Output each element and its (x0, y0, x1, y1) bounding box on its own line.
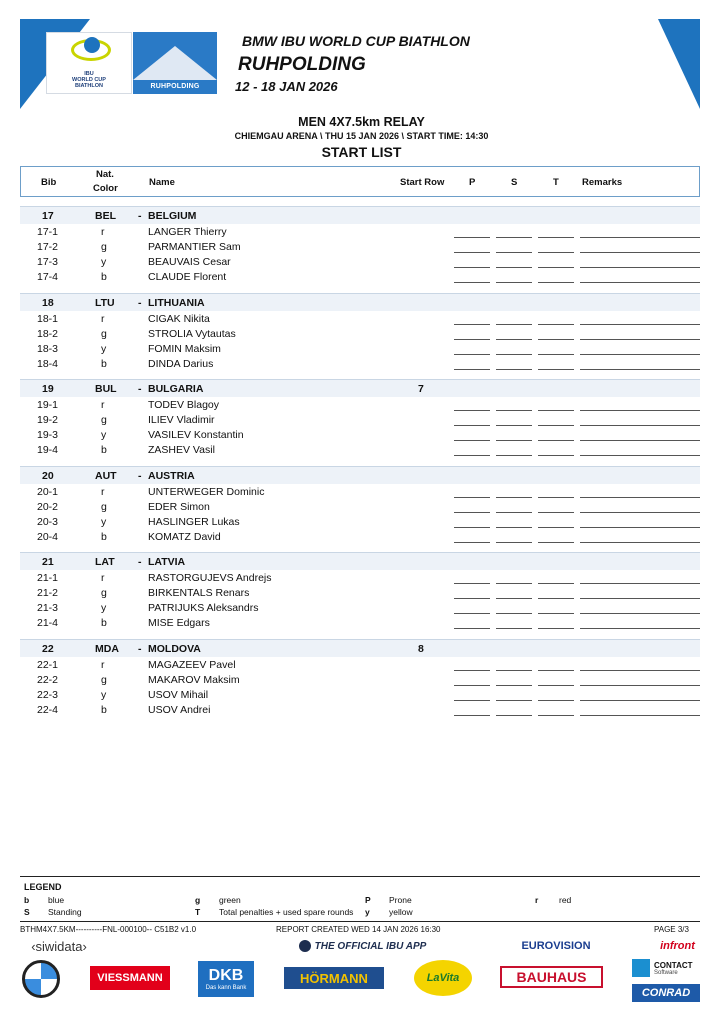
list-label: START LIST (321, 144, 402, 160)
athlete-bib: 22-2 (37, 674, 59, 686)
remarks-blank (580, 455, 700, 456)
standing-blank (496, 628, 532, 629)
athlete-name: LANGER Thierry (148, 226, 227, 238)
ibu-app-icon (299, 940, 311, 952)
remarks-blank (580, 324, 700, 325)
remarks-blank (580, 410, 700, 411)
athlete-name: PARMANTIER Sam (148, 241, 241, 253)
athlete-bib: 21-3 (37, 602, 59, 614)
team-dash: - (138, 383, 142, 395)
team-row (20, 379, 700, 397)
prone-blank (454, 369, 490, 370)
prone-blank (454, 715, 490, 716)
athlete-color: y (101, 689, 107, 701)
legend-item-s: S (24, 907, 30, 917)
athlete-row (20, 413, 700, 428)
athlete-color: b (101, 531, 107, 543)
athlete-row (20, 616, 700, 631)
athlete-color: y (101, 602, 107, 614)
prone-blank (454, 237, 490, 238)
athlete-row (20, 270, 700, 285)
prone-blank (454, 440, 490, 441)
legend-item-r: r (535, 895, 539, 905)
athlete-color: y (101, 343, 107, 355)
total-blank (538, 324, 574, 325)
total-blank (538, 237, 574, 238)
athlete-name: BEAUVAIS Cesar (148, 256, 231, 268)
team-start-row: 7 (418, 383, 424, 395)
remarks-blank (580, 339, 700, 340)
logo-text-3: BIATHLON (74, 83, 103, 89)
team-bib: 19 (42, 383, 54, 395)
col-remarks: Remarks (582, 177, 623, 188)
col-bib: Bib (41, 177, 57, 188)
athlete-bib: 21-2 (37, 587, 59, 599)
remarks-blank (580, 613, 700, 614)
athlete-bib: 17-4 (37, 271, 59, 283)
total-blank (538, 613, 574, 614)
col-start-row: Start Row (400, 177, 445, 188)
athlete-bib: 20-2 (37, 501, 59, 513)
remarks-blank (580, 252, 700, 253)
total-blank (538, 715, 574, 716)
report-code: BTHM4X7.5KM----------FNL-000100-- C51B2 v1.0 (20, 925, 197, 934)
team-nat: MDA (95, 643, 119, 655)
athlete-name: UNTERWEGER Dominic (148, 486, 265, 498)
athlete-name: MISE Edgars (148, 617, 210, 629)
report-created: REPORT CREATED WED 14 JAN 2026 16:30 (276, 925, 441, 934)
athlete-name: DINDA Darius (148, 358, 214, 370)
team-row (20, 206, 700, 224)
team-name: LATVIA (148, 556, 186, 568)
venue-title: RUHPOLDING (238, 54, 366, 75)
athlete-row (20, 357, 700, 372)
standing-blank (496, 425, 532, 426)
legend-item-p: P (365, 895, 371, 905)
contact-text: CONTACT (654, 960, 693, 970)
team-bib: 20 (42, 470, 54, 482)
athlete-name: STROLIA Vytautas (148, 328, 236, 340)
remarks-blank (580, 628, 700, 629)
athlete-row (20, 658, 700, 673)
remarks-blank (580, 715, 700, 716)
standing-blank (496, 339, 532, 340)
prone-blank (454, 410, 490, 411)
remarks-blank (580, 700, 700, 701)
athlete-bib: 20-3 (37, 516, 59, 528)
standing-blank (496, 715, 532, 716)
team-nat: LTU (95, 297, 115, 309)
legend-label-t: Total penalties + used spare rounds (219, 907, 354, 917)
athlete-row (20, 485, 700, 500)
remarks-blank (580, 237, 700, 238)
legend-item-g: g (195, 895, 201, 905)
athlete-bib: 18-2 (37, 328, 59, 340)
athlete-bib: 17-2 (37, 241, 59, 253)
athlete-bib: 19-2 (37, 414, 59, 426)
dkb-text: DKB (208, 967, 244, 984)
athlete-color: b (101, 271, 107, 283)
total-blank (538, 282, 574, 283)
logo-text-2: WORLD CUP (72, 77, 106, 83)
legend-item-y: y (365, 907, 370, 917)
athlete-color: b (101, 358, 107, 370)
athlete-color: y (101, 256, 107, 268)
skier-icon (84, 37, 100, 53)
remarks-blank (580, 497, 700, 498)
prone-blank (454, 354, 490, 355)
standing-blank (496, 583, 532, 584)
total-blank (538, 583, 574, 584)
team-nat: LAT (95, 556, 115, 568)
team-nat: BUL (95, 383, 117, 395)
viessmann-logo: VIESSMANN (90, 966, 170, 990)
athlete-row (20, 515, 700, 530)
team-name: LITHUANIA (148, 297, 205, 309)
athlete-color: y (101, 516, 107, 528)
remarks-blank (580, 369, 700, 370)
athlete-bib: 18-3 (37, 343, 59, 355)
standing-blank (496, 324, 532, 325)
total-blank (538, 598, 574, 599)
col-total: T (553, 177, 559, 188)
remarks-blank (580, 542, 700, 543)
athlete-bib: 19-3 (37, 429, 59, 441)
total-blank (538, 425, 574, 426)
event-subtitle: CHIEMGAU ARENA \ THU 15 JAN 2026 \ START TIME: 14:30 (234, 131, 489, 141)
athlete-bib: 22-3 (37, 689, 59, 701)
standing-blank (496, 613, 532, 614)
athlete-color: g (101, 587, 107, 599)
prone-blank (454, 583, 490, 584)
legend-label-s: Standing (48, 907, 82, 917)
standing-blank (496, 512, 532, 513)
contact-software-logo (632, 957, 700, 979)
team-row (20, 466, 700, 484)
col-prone: P (469, 177, 476, 188)
team-bib: 21 (42, 556, 54, 568)
athlete-name: KOMATZ David (148, 531, 221, 543)
venue-logo-text: RUHPOLDING (150, 83, 200, 90)
athlete-bib: 19-1 (37, 399, 59, 411)
athlete-name: USOV Mihail (148, 689, 209, 701)
standing-blank (496, 700, 532, 701)
athlete-row (20, 312, 700, 327)
athlete-row (20, 240, 700, 255)
prone-blank (454, 455, 490, 456)
athlete-row (20, 586, 700, 601)
total-blank (538, 512, 574, 513)
standing-blank (496, 410, 532, 411)
athlete-row (20, 443, 700, 458)
mountain-icon (133, 46, 217, 80)
athlete-row (20, 225, 700, 240)
athlete-color: g (101, 674, 107, 686)
total-blank (538, 339, 574, 340)
athlete-name: MAGAZEEV Pavel (148, 659, 236, 671)
total-blank (538, 527, 574, 528)
competition-title: BMW IBU WORLD CUP BIATHLON (242, 33, 470, 49)
total-blank (538, 455, 574, 456)
standing-blank (496, 497, 532, 498)
athlete-color: b (101, 617, 107, 629)
athlete-color: g (101, 501, 107, 513)
bauhaus-logo: BAUHAUS (500, 966, 603, 988)
athlete-row (20, 500, 700, 515)
team-name: MOLDOVA (148, 643, 201, 655)
athlete-bib: 18-4 (37, 358, 59, 370)
remarks-blank (580, 282, 700, 283)
legend-label-p: Prone (389, 895, 412, 905)
athlete-row (20, 327, 700, 342)
remarks-blank (580, 512, 700, 513)
total-blank (538, 670, 574, 671)
athlete-bib: 22-1 (37, 659, 59, 671)
prone-blank (454, 527, 490, 528)
athlete-row (20, 703, 700, 718)
prone-blank (454, 324, 490, 325)
col-nat: Nat. (96, 169, 114, 180)
siwidata-logo: ‹siwidata› (31, 938, 87, 954)
ruhpolding-logo (133, 32, 217, 94)
athlete-color: r (101, 313, 105, 325)
athlete-color: r (101, 572, 105, 584)
prone-blank (454, 425, 490, 426)
legend-label-y: yellow (389, 907, 413, 917)
athlete-bib: 21-1 (37, 572, 59, 584)
banner-right-shape (658, 19, 700, 109)
lavita-logo: LaVita (414, 960, 472, 996)
prone-blank (454, 282, 490, 283)
team-bib: 18 (42, 297, 54, 309)
contact-icon (632, 959, 650, 977)
standing-blank (496, 282, 532, 283)
athlete-name: HASLINGER Lukas (148, 516, 240, 528)
standing-blank (496, 440, 532, 441)
col-standing: S (511, 177, 518, 188)
prone-blank (454, 700, 490, 701)
standing-blank (496, 527, 532, 528)
athlete-row (20, 428, 700, 443)
total-blank (538, 685, 574, 686)
athlete-name: RASTORGUJEVS Andrejs (148, 572, 272, 584)
col-color: Color (93, 183, 118, 194)
remarks-blank (580, 583, 700, 584)
total-blank (538, 267, 574, 268)
standing-blank (496, 455, 532, 456)
infront-logo: infront (660, 940, 695, 952)
date-range: 12 - 18 JAN 2026 (235, 79, 338, 94)
athlete-row (20, 398, 700, 413)
athlete-color: r (101, 659, 105, 671)
standing-blank (496, 542, 532, 543)
athlete-bib: 20-1 (37, 486, 59, 498)
athlete-name: CLAUDE Florent (148, 271, 227, 283)
team-bib: 17 (42, 210, 54, 222)
remarks-blank (580, 425, 700, 426)
team-row (20, 552, 700, 570)
athlete-name: MAKAROV Maksim (148, 674, 240, 686)
page-number: PAGE 3/3 (654, 925, 689, 934)
total-blank (538, 497, 574, 498)
ibu-app-text: THE OFFICIAL IBU APP (314, 940, 427, 952)
remarks-blank (580, 670, 700, 671)
athlete-bib: 19-4 (37, 444, 59, 456)
athlete-color: r (101, 486, 105, 498)
athlete-row (20, 571, 700, 586)
remarks-blank (580, 598, 700, 599)
athlete-color: r (101, 399, 105, 411)
total-blank (538, 542, 574, 543)
legend-item-b: b (24, 895, 30, 905)
athlete-color: y (101, 429, 107, 441)
legend-label-r: red (559, 895, 572, 905)
athlete-name: ZASHEV Vasil (148, 444, 215, 456)
team-nat: AUT (95, 470, 117, 482)
athlete-name: PATRIJUKS Aleksandrs (148, 602, 259, 614)
athlete-color: g (101, 328, 107, 340)
prone-blank (454, 252, 490, 253)
prone-blank (454, 497, 490, 498)
athlete-bib: 22-4 (37, 704, 59, 716)
bmw-logo (22, 960, 60, 998)
legend-title: LEGEND (24, 882, 62, 892)
team-name: BELGIUM (148, 210, 197, 222)
remarks-blank (580, 527, 700, 528)
team-row (20, 639, 700, 657)
prone-blank (454, 542, 490, 543)
athlete-name: USOV Andrei (148, 704, 211, 716)
team-dash: - (138, 643, 142, 655)
athlete-color: r (101, 226, 105, 238)
total-blank (538, 369, 574, 370)
athlete-bib: 21-4 (37, 617, 59, 629)
athlete-name: BIRKENTALS Renars (148, 587, 250, 599)
total-blank (538, 628, 574, 629)
standing-blank (496, 354, 532, 355)
total-blank (538, 700, 574, 701)
prone-blank (454, 628, 490, 629)
col-name: Name (149, 177, 175, 188)
athlete-row (20, 601, 700, 616)
standing-blank (496, 598, 532, 599)
athlete-color: g (101, 241, 107, 253)
prone-blank (454, 613, 490, 614)
team-dash: - (138, 470, 142, 482)
team-nat: BEL (95, 210, 116, 222)
dkb-sub: Das kann Bank (205, 985, 247, 991)
team-dash: - (138, 556, 142, 568)
legend-label-b: blue (48, 895, 65, 905)
prone-blank (454, 339, 490, 340)
standing-blank (496, 252, 532, 253)
total-blank (538, 410, 574, 411)
athlete-row (20, 673, 700, 688)
total-blank (538, 354, 574, 355)
athlete-name: VASILEV Konstantin (148, 429, 244, 441)
hormann-logo: HÖRMANN (284, 967, 384, 989)
team-dash: - (138, 297, 142, 309)
team-dash: - (138, 210, 142, 222)
athlete-row (20, 530, 700, 545)
ibu-world-cup-logo (46, 32, 132, 94)
standing-blank (496, 267, 532, 268)
athlete-row (20, 688, 700, 703)
team-name: BULGARIA (148, 383, 204, 395)
athlete-row (20, 342, 700, 357)
athlete-name: TODEV Blagoy (148, 399, 220, 411)
legend-label-g: green (219, 895, 241, 905)
remarks-blank (580, 685, 700, 686)
ibu-app-logo (290, 937, 435, 955)
team-start-row: 8 (418, 643, 424, 655)
athlete-name: CIGAK Nikita (148, 313, 210, 325)
logo-text-1: IBU (84, 71, 94, 77)
standing-blank (496, 670, 532, 671)
prone-blank (454, 598, 490, 599)
eurovision-logo: EUROVISION (521, 940, 591, 952)
athlete-color: g (101, 414, 107, 426)
legend-item-t: T (195, 907, 201, 917)
athlete-color: b (101, 444, 107, 456)
team-name: AUSTRIA (148, 470, 195, 482)
athlete-row (20, 255, 700, 270)
prone-blank (454, 267, 490, 268)
standing-blank (496, 685, 532, 686)
column-header (20, 166, 700, 197)
prone-blank (454, 670, 490, 671)
athlete-name: EDER Simon (148, 501, 210, 513)
team-row (20, 293, 700, 311)
footer-divider (20, 921, 700, 922)
remarks-blank (580, 267, 700, 268)
team-bib: 22 (42, 643, 54, 655)
total-blank (538, 440, 574, 441)
athlete-bib: 20-4 (37, 531, 59, 543)
prone-blank (454, 512, 490, 513)
standing-blank (496, 369, 532, 370)
athlete-name: FOMIN Maksim (148, 343, 221, 355)
prone-blank (454, 685, 490, 686)
contact-sub: Software (654, 969, 678, 976)
athlete-name: ILIEV Vladimir (148, 414, 215, 426)
athlete-bib: 17-3 (37, 256, 59, 268)
remarks-blank (580, 354, 700, 355)
dkb-logo (198, 961, 254, 997)
athlete-color: b (101, 704, 107, 716)
athlete-bib: 17-1 (37, 226, 59, 238)
total-blank (538, 252, 574, 253)
remarks-blank (580, 440, 700, 441)
event-title: MEN 4X7.5km RELAY (298, 115, 425, 129)
conrad-logo: CONRAD (632, 984, 700, 1002)
standing-blank (496, 237, 532, 238)
athlete-bib: 18-1 (37, 313, 59, 325)
legend-divider (20, 876, 700, 877)
